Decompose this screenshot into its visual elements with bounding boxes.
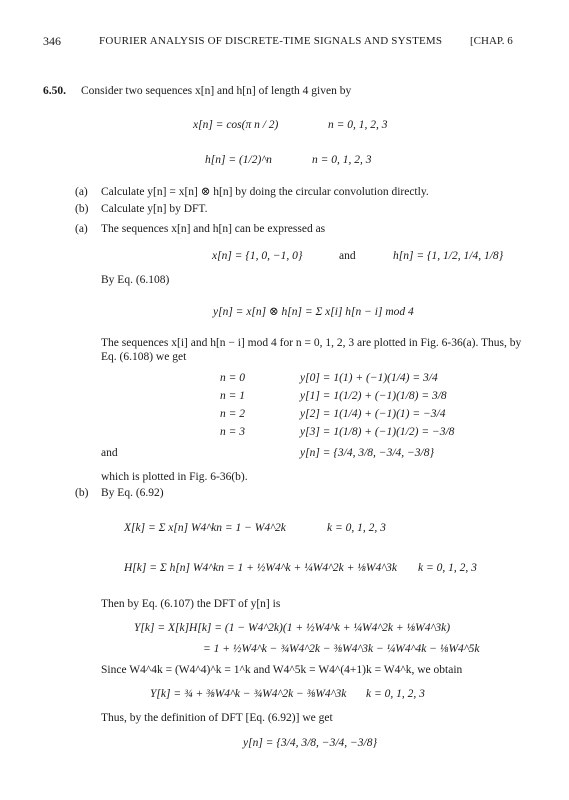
Y-equation-1: Y[k] = X[k]H[k] = (1 − W4^2k)(1 + ½W4^k + ¼W4^2k + ⅛W4^3k) (134, 622, 451, 634)
row-n0-equation: y[0] = 1(1) + (−1)(1/4) = 3/4 (300, 372, 438, 384)
x-sequence: x[n] = {1, 0, −1, 0} (212, 250, 303, 262)
row-n0-label: n = 0 (220, 372, 246, 384)
row-n3-label: n = 3 (220, 426, 246, 438)
X-equation: X[k] = Σ x[n] W4^kn = 1 − W4^2k (124, 522, 286, 534)
plotted-text: which is plotted in Fig. 6-36(b). (101, 471, 248, 483)
row-n2-equation: y[2] = 1(1/4) + (−1)(1) = −3/4 (300, 408, 446, 420)
thus-text: Thus, by the definition of DFT [Eq. (6.92)] we get (101, 712, 333, 724)
convolution-text-line2: Eq. (6.108) we get (101, 351, 187, 363)
Y-equation-2: = 1 + ½W4^k − ¾W4^2k − ⅜W4^3k − ¼W4^4k − ⅛W4^5k (203, 643, 480, 655)
Y-equation-3: Y[k] = ¾ + ⅜W4^k − ¾W4^2k − ⅜W4^3k (150, 688, 347, 700)
problem-number: 6.50. (43, 85, 66, 97)
H-range: k = 0, 1, 2, 3 (418, 562, 477, 574)
y-final: y[n] = {3/4, 3/8, −3/4, −3/8} (243, 737, 378, 749)
solution-b-by-eq: By Eq. (6.92) (101, 487, 164, 499)
X-range: k = 0, 1, 2, 3 (327, 522, 386, 534)
convolution-text-line1: The sequences x[i] and h[n − i] mod 4 for n = 0, 1, 2, 3 are plotted in Fig. 6-36(a). Thus, by (101, 337, 522, 349)
Y-range: k = 0, 1, 2, 3 (366, 688, 425, 700)
row-n1-label: n = 1 (220, 390, 246, 402)
equation-x-range: n = 0, 1, 2, 3 (328, 119, 388, 131)
equation-h-range: n = 0, 1, 2, 3 (312, 154, 372, 166)
by-eq-6-108: By Eq. (6.108) (101, 274, 170, 286)
h-sequence: h[n] = {1, 1/2, 1/4, 1/8} (393, 250, 504, 262)
part-b-text: Calculate y[n] by DFT. (101, 203, 208, 215)
equation-h: h[n] = (1/2)^n (205, 154, 272, 166)
and-word: and (339, 250, 356, 262)
equation-x: x[n] = cos(π n / 2) (193, 119, 279, 131)
solution-a-label: (a) (75, 223, 88, 235)
running-title: FOURIER ANALYSIS OF DISCRETE-TIME SIGNALS AND SYSTEMS (99, 35, 443, 47)
page-number: 346 (43, 34, 61, 48)
and-word-2: and (101, 447, 118, 459)
part-b-label: (b) (75, 203, 89, 215)
since-text: Since W4^4k = (W4^4)^k = 1^k and W4^5k = W4^(4+1)k = W4^k, we obtain (101, 664, 463, 676)
solution-a-intro: The sequences x[n] and h[n] can be expressed as (101, 223, 326, 235)
row-n1-equation: y[1] = 1(1/2) + (−1)(1/8) = 3/8 (300, 390, 447, 402)
y-result-a: y[n] = {3/4, 3/8, −3/4, −3/8} (300, 447, 435, 459)
part-a-text: Calculate y[n] = x[n] ⊗ h[n] by doing the circular convolution directly. (101, 186, 429, 198)
problem-statement: Consider two sequences x[n] and h[n] of length 4 given by (81, 85, 352, 97)
convolution-equation: y[n] = x[n] ⊗ h[n] = Σ x[i] h[n − i] mod 4 (213, 306, 414, 318)
solution-b-label: (b) (75, 487, 89, 499)
row-n3-equation: y[3] = 1(1/8) + (−1)(1/2) = −3/8 (300, 426, 455, 438)
then-text: Then by Eq. (6.107) the DFT of y[n] is (101, 598, 281, 610)
part-a-label: (a) (75, 186, 88, 198)
row-n2-label: n = 2 (220, 408, 246, 420)
chapter-label: [CHAP. 6 (470, 35, 513, 47)
H-equation: H[k] = Σ h[n] W4^kn = 1 + ½W4^k + ¼W4^2k + ⅛W4^3k (124, 562, 397, 574)
